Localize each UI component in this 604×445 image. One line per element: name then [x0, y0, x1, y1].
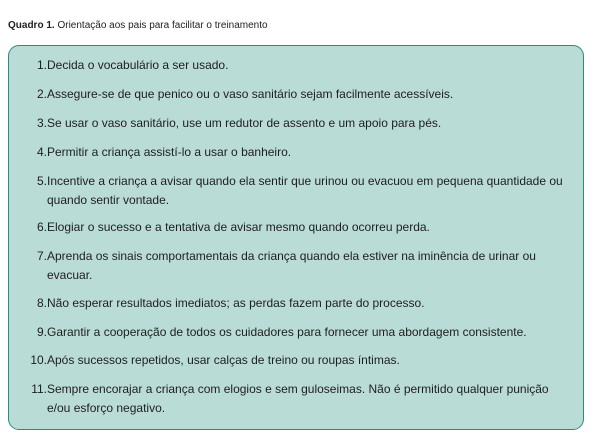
item-number: 10. [30, 353, 47, 367]
item-number: 8. [36, 296, 47, 310]
item-text: Após sucessos repetidos, usar calças de treino ou roupas íntimas. [47, 353, 400, 367]
item-number: 7. [36, 249, 47, 263]
item-text: Elogiar o sucesso e a tentativa de avisar mesmo quando ocorreu perda. [47, 220, 430, 234]
item-number: 2. [36, 87, 47, 101]
caption-label: Quadro 1. [8, 20, 55, 31]
item-text: Incentive a criança a avisar quando ela sentir que urinou ou evacuou em pequena quantidade ou quando sentir vontade. [47, 174, 563, 207]
item-number: 9. [36, 325, 47, 339]
item-text: Sempre encorajar a criança com elogios e sem guloseimas. Não é permitido qualquer punição e/ou esforço negativo. [47, 382, 549, 415]
guidance-box [8, 45, 584, 430]
item-text: Decida o vocabulário a ser usado. [47, 58, 229, 72]
item-number: 5. [36, 174, 47, 188]
item-text: Permitir a criança assistí-lo a usar o banheiro. [47, 145, 292, 159]
item-number: 1. [36, 58, 47, 72]
item-number: 6. [36, 220, 47, 234]
item-number: 3. [36, 116, 47, 130]
caption-text: Orientação aos pais para facilitar o treinamento [57, 20, 268, 31]
item-number: 4. [36, 145, 47, 159]
item-text: Garantir a cooperação de todos os cuidadores para fornecer uma abordagem consistente. [47, 325, 527, 339]
item-number: 11. [31, 382, 47, 396]
item-text: Não esperar resultados imediatos; as perdas fazem parte do processo. [47, 296, 425, 310]
table-caption [8, 19, 268, 32]
item-text: Aprenda os sinais comportamentais da criança quando ela estiver na iminência de urinar ou evacuar. [47, 249, 536, 282]
item-text: Se usar o vaso sanitário, use um redutor de assento e um apoio para pés. [47, 116, 442, 130]
item-text: Assegure-se de que penico ou o vaso sanitário sejam facilmente acessíveis. [47, 87, 454, 101]
